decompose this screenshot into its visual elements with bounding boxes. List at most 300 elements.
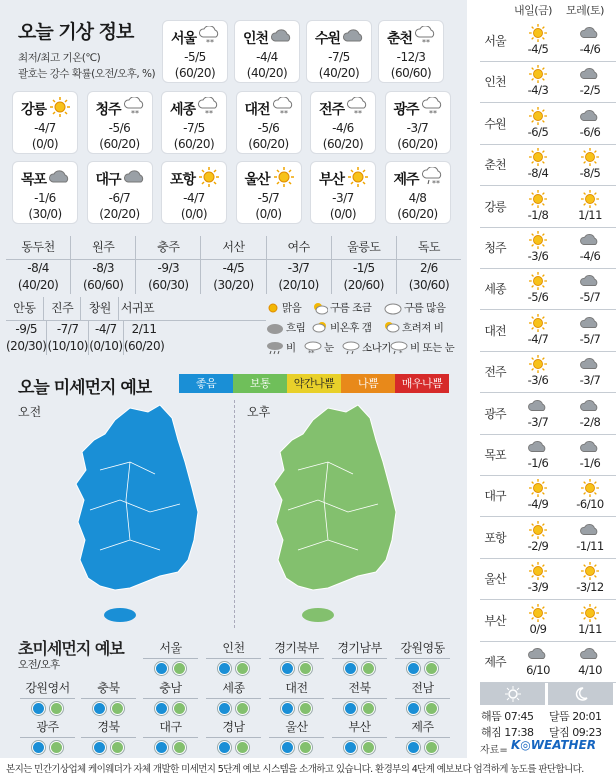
city-name: 수원 xyxy=(315,31,341,47)
city-card-0 xyxy=(162,20,228,83)
sun-icon xyxy=(527,479,549,497)
legend-clear: 맑음 xyxy=(266,300,301,315)
city-name: 광주 xyxy=(393,102,419,118)
day2-temp: -1/11 xyxy=(576,538,604,553)
legend-snow: ** 눈 xyxy=(304,340,334,355)
city-card-4 xyxy=(12,91,78,154)
city-temp: -4/6 xyxy=(332,121,354,135)
city-prob: (60/20) xyxy=(173,137,215,151)
legend-mostly: 구름 많음 xyxy=(384,300,445,315)
day2-temp: -2/5 xyxy=(579,83,601,98)
forecast-city: 제주 xyxy=(484,655,506,669)
sun-icon xyxy=(197,167,221,187)
forecast-city: 목포 xyxy=(484,448,506,462)
pm-dot xyxy=(236,662,249,675)
forecast-city: 부산 xyxy=(484,613,506,628)
cloud-icon xyxy=(579,355,601,373)
fine-dust-region xyxy=(395,681,450,715)
sunrise: 해뜸 07:45 xyxy=(481,710,534,723)
fine-dust-region xyxy=(143,681,198,715)
city-card-12 xyxy=(161,161,227,224)
city-card-13 xyxy=(236,161,302,224)
weather-legend xyxy=(262,300,462,362)
pm-dot xyxy=(425,662,438,675)
city-card-15 xyxy=(385,161,451,224)
small-city-temp: -4/7 xyxy=(95,322,117,336)
small-city-temp: 2/6 xyxy=(420,261,438,275)
forecast-city: 청주 xyxy=(484,241,506,255)
forecast-row xyxy=(480,311,616,352)
city-prob: (0/0) xyxy=(329,207,357,221)
city-name: 춘천 xyxy=(387,31,413,47)
small-city-prob: (20/60) xyxy=(343,278,384,292)
day2-temp: -4/6 xyxy=(579,42,601,56)
snow-cloud-icon xyxy=(421,97,445,117)
svg-text:**: ** xyxy=(308,348,314,355)
forecast-row xyxy=(480,518,616,559)
small-city-temp: -9/3 xyxy=(157,261,180,275)
city-prob: (60/60) xyxy=(390,66,432,80)
region-name: 전남 xyxy=(395,681,450,699)
snow-icon xyxy=(304,341,322,355)
city-temp: -3/7 xyxy=(406,121,429,135)
forecast-city: 전주 xyxy=(484,365,506,380)
fine-dust-region xyxy=(332,720,387,754)
cloud-icon xyxy=(527,397,549,415)
city-card-3 xyxy=(378,20,444,83)
snow-cloud-icon xyxy=(198,26,222,46)
fine-dust-title: 초미세먼지 예보 xyxy=(18,639,124,658)
day2-temp: -6/6 xyxy=(579,124,601,139)
sun-icon xyxy=(527,148,549,166)
am-dot xyxy=(218,702,231,715)
city-card-8 xyxy=(310,91,376,154)
day1-temp: -4/9 xyxy=(527,497,549,512)
legend-rain-or-snow: * 비 또는 눈 xyxy=(390,340,454,355)
fine-dust-sub: 오전/오후 xyxy=(18,659,60,671)
region-name: 충남 xyxy=(143,681,198,699)
forecast-row xyxy=(480,642,616,683)
small-city-temp: -4/5 xyxy=(222,261,245,275)
forecast-row xyxy=(480,435,616,476)
small-city-name: 독도 xyxy=(396,236,461,259)
am-dust-map xyxy=(60,400,210,635)
pm-dot xyxy=(362,662,375,675)
cloud-icon xyxy=(342,26,366,46)
fine-dust-region xyxy=(269,720,324,754)
dust-level-0: 좋음 xyxy=(179,374,233,393)
sleet-cloud-icon xyxy=(421,167,445,187)
brand-logo: K◎WEATHER xyxy=(511,738,597,752)
sun-icon xyxy=(266,301,280,315)
small-city-temp: -1/5 xyxy=(352,261,375,275)
cloud-icon xyxy=(579,397,601,415)
cloud-icon xyxy=(270,26,294,46)
city-temp: -5/6 xyxy=(108,121,131,135)
small-city-name: 원주 xyxy=(70,236,135,259)
fine-dust-region xyxy=(206,681,261,715)
city-temp: -4/7 xyxy=(34,121,56,135)
city-card-2 xyxy=(306,20,372,83)
forecast-row xyxy=(480,62,616,103)
city-temp: -4/7 xyxy=(183,191,205,205)
rain-icon xyxy=(266,341,284,355)
pm-dot xyxy=(299,702,312,715)
forecast-panel xyxy=(474,0,616,758)
day2-temp: -5/7 xyxy=(579,290,601,305)
fine-dust-region xyxy=(20,720,75,754)
city-name: 청주 xyxy=(95,102,121,118)
am-dot xyxy=(407,702,420,715)
city-temp: -5/7 xyxy=(257,191,280,205)
region-name: 세종 xyxy=(206,681,261,699)
cloud-icon xyxy=(579,24,601,42)
temp-note: 최저/최고 기온(℃) xyxy=(18,52,101,64)
cloud-icon xyxy=(579,272,601,290)
small-city-name: 여수 xyxy=(266,236,331,259)
sun-icon xyxy=(48,97,72,117)
forecast-row xyxy=(480,228,616,269)
svg-text:**: ** xyxy=(354,109,362,117)
city-prob: (40/20) xyxy=(318,66,360,80)
small-city-temp: 2/11 xyxy=(131,322,157,336)
rain-then-clear-icon xyxy=(312,321,328,335)
city-card-11 xyxy=(87,161,153,224)
snow-cloud-icon xyxy=(414,26,438,46)
small-city-name: 동두천 xyxy=(21,240,55,254)
pm-label: 오후 xyxy=(247,405,271,419)
pm-dot xyxy=(173,741,186,754)
city-prob: (60/20) xyxy=(248,137,289,151)
small-city-name: 울릉도 xyxy=(331,236,396,259)
day1-temp: -3/6 xyxy=(527,249,549,263)
small-city-temp: -9/5 xyxy=(15,322,38,336)
forecast-city: 춘천 xyxy=(484,158,506,173)
pm-dot xyxy=(111,702,124,715)
region-name: 경기북부 xyxy=(269,641,324,659)
pm-dot xyxy=(50,702,63,715)
cloud-icon xyxy=(48,167,72,187)
pm-dot xyxy=(425,741,438,754)
pm-dot xyxy=(236,741,249,754)
city-card-14 xyxy=(310,161,376,224)
city-name: 강릉 xyxy=(21,102,47,118)
legend-cloudy-rain: 흐려져 비 xyxy=(384,320,443,335)
cloud-icon xyxy=(579,231,601,249)
small-city-temp: -7/7 xyxy=(56,322,79,336)
city-card-9 xyxy=(385,91,451,154)
cloud-icon xyxy=(527,645,549,663)
am-dot xyxy=(155,702,168,715)
forecast-row xyxy=(480,269,616,310)
city-card-7 xyxy=(236,91,302,154)
pm-dot xyxy=(173,662,186,675)
day2-temp: -4/6 xyxy=(579,249,601,263)
svg-text:**: ** xyxy=(206,38,214,46)
region-name: 제주 xyxy=(395,720,450,738)
city-prob: (60/20) xyxy=(174,66,216,80)
city-prob: (0/0) xyxy=(180,207,208,221)
footer-note: 본지는 민간기상업체 케이웨더가 자체 개발한 미세먼지 5단계 예보 시스템을 소개하고 있습니다. 환경부의 4단계 예보보다 엄격하게 농도를 판단합니다. xyxy=(0,760,616,779)
forecast-city: 서울 xyxy=(484,34,506,48)
shower-icon xyxy=(342,341,360,355)
am-dot xyxy=(344,702,357,715)
city-prob: (60/20) xyxy=(397,207,438,221)
am-dot xyxy=(32,741,45,754)
day2-temp: 4/10 xyxy=(578,663,602,677)
pm-dot xyxy=(362,702,375,715)
cloud-icon xyxy=(579,314,601,332)
day2-temp: -1/6 xyxy=(579,456,601,470)
am-dot xyxy=(218,662,231,675)
small-city-name: 안동 xyxy=(13,301,36,315)
forecast-row xyxy=(480,104,616,145)
city-name: 세종 xyxy=(170,102,196,118)
city-card-5 xyxy=(87,91,153,154)
forecast-row xyxy=(480,21,616,62)
day2-temp: -3/7 xyxy=(579,373,601,388)
pm-dot xyxy=(111,741,124,754)
small-city-temp: -8/3 xyxy=(92,261,115,275)
city-card-10 xyxy=(12,161,78,224)
legend-overcast: 흐림 xyxy=(266,320,305,335)
day1-temp: -4/5 xyxy=(527,42,549,56)
city-temp: -4/4 xyxy=(256,50,278,64)
sun-icon xyxy=(527,190,549,208)
fine-dust-region xyxy=(143,641,198,675)
small-city-prob: (60/20) xyxy=(123,339,165,353)
small-city-temp: -3/7 xyxy=(287,261,310,275)
pm-dot xyxy=(299,741,312,754)
day2-temp: -2/8 xyxy=(579,414,601,429)
forecast-city: 광주 xyxy=(484,406,506,421)
dust-level-1: 보통 xyxy=(233,374,287,393)
day1-temp: 6/10 xyxy=(526,663,550,677)
dust-scale xyxy=(179,374,449,393)
fine-dust-region xyxy=(269,681,324,715)
fine-dust-region xyxy=(332,681,387,715)
small-city-prob: (30/20) xyxy=(213,278,254,292)
svg-text:**: ** xyxy=(428,109,437,117)
am-dot xyxy=(155,662,168,675)
sunset: 해짐 17:38 xyxy=(481,726,534,739)
region-name: 대구 xyxy=(143,720,198,738)
small-row xyxy=(6,297,266,355)
small-city-prob: (0/10) xyxy=(89,339,123,353)
snow-cloud-icon xyxy=(197,97,221,117)
cloud-icon xyxy=(579,521,601,539)
city-prob: (40/20) xyxy=(246,66,288,80)
sun-icon xyxy=(579,479,601,497)
city-temp: -5/5 xyxy=(184,50,206,64)
city-temp: -1/6 xyxy=(34,191,56,205)
region-name: 충북 xyxy=(81,681,136,699)
sun-outline-icon xyxy=(505,686,521,702)
fine-dust-region xyxy=(269,641,324,675)
city-prob: (60/20) xyxy=(397,137,438,151)
prob-note: 괄호는 강수 확률(오전/오후, %) xyxy=(18,68,156,80)
partly-cloudy-icon xyxy=(312,301,328,315)
sun-icon xyxy=(579,190,601,208)
city-temp: -7/5 xyxy=(328,50,350,64)
am-dot xyxy=(281,662,294,675)
day1-temp: -3/6 xyxy=(527,373,549,388)
sun-icon xyxy=(272,167,296,187)
city-name: 대구 xyxy=(95,172,121,188)
small-city-prob: (40/20) xyxy=(17,278,59,292)
fine-dust-region xyxy=(143,720,198,754)
sun-icon xyxy=(527,562,549,580)
sun-icon xyxy=(527,24,549,42)
day1-temp: -3/7 xyxy=(527,414,549,429)
pm-dot xyxy=(173,702,186,715)
sun-icon xyxy=(527,107,549,125)
pm-dot xyxy=(50,741,63,754)
day2-temp: -8/5 xyxy=(579,166,601,181)
fine-dust-region xyxy=(20,681,75,715)
svg-text:**: ** xyxy=(130,109,139,117)
fine-dust-region xyxy=(395,641,450,675)
am-dot xyxy=(32,702,45,715)
svg-text:**: ** xyxy=(422,38,430,46)
day1-temp: -1/8 xyxy=(527,207,549,222)
day1-temp: -3/9 xyxy=(527,580,549,595)
pm-dust-map xyxy=(258,400,408,635)
am-dot xyxy=(344,662,357,675)
city-name: 인천 xyxy=(243,31,269,47)
region-name: 부산 xyxy=(332,720,387,738)
day1-temp: -6/5 xyxy=(527,124,549,139)
region-name: 경기남부 xyxy=(332,641,387,659)
region-name: 서울 xyxy=(143,641,198,659)
day1-temp: 0/9 xyxy=(529,621,547,636)
small-city-prob: (60/30) xyxy=(148,278,189,292)
sun-icon xyxy=(579,604,601,622)
day2-temp: 1/11 xyxy=(578,207,602,222)
fine-dust-region xyxy=(206,641,261,675)
pm-dot xyxy=(236,702,249,715)
sun-icon xyxy=(527,604,549,622)
city-card-1 xyxy=(234,20,300,83)
forecast-city: 대전 xyxy=(484,323,506,338)
am-dot xyxy=(155,741,168,754)
legend-rain: 비 xyxy=(266,340,296,355)
small-city-temp: -8/4 xyxy=(27,261,49,275)
cloud-icon xyxy=(579,107,601,125)
city-prob: (20/20) xyxy=(99,207,140,221)
day2-temp: -5/7 xyxy=(579,331,601,346)
city-temp: 4/8 xyxy=(408,191,427,205)
day1-temp: -5/6 xyxy=(527,290,549,305)
day1-temp: -8/4 xyxy=(527,166,549,181)
forecast-city: 포항 xyxy=(484,530,506,545)
day1-temp: -1/6 xyxy=(527,456,549,470)
fine-dust-region xyxy=(81,720,136,754)
forecast-city: 인천 xyxy=(484,75,506,90)
moonrise: 달뜸 20:01 xyxy=(549,710,602,723)
am-dot xyxy=(281,702,294,715)
moonset: 달짐 09:23 xyxy=(549,726,602,739)
small-city-name: 서산 xyxy=(200,236,265,259)
day1-temp: -4/3 xyxy=(527,83,549,98)
region-name: 인천 xyxy=(206,641,261,659)
legend-rain-clear: 비온후 갬 xyxy=(312,320,371,335)
small-city-prob: (20/10) xyxy=(278,278,319,292)
forecast-row xyxy=(480,145,616,186)
city-temp: -7/5 xyxy=(183,121,205,135)
legend-shower: 소나기 xyxy=(342,340,391,355)
city-name: 울산 xyxy=(244,172,270,188)
am-label: 오전 xyxy=(18,405,42,419)
snow-cloud-icon xyxy=(272,97,296,117)
day2-temp: -6/10 xyxy=(576,497,604,512)
city-name: 부산 xyxy=(319,172,345,188)
small-city-name: 창원 xyxy=(80,297,118,320)
city-name: 제주 xyxy=(393,172,419,188)
region-name: 광주 xyxy=(20,720,75,738)
fine-dust-region xyxy=(395,720,450,754)
forecast-row xyxy=(480,394,616,435)
city-prob: (30/0) xyxy=(28,207,62,221)
small-city-prob: (30/60) xyxy=(408,278,450,292)
forecast-row xyxy=(480,601,616,642)
col-header-day2: 모레(토) xyxy=(566,4,604,17)
region-name: 전북 xyxy=(332,681,387,699)
small-city-name: 충주 xyxy=(135,236,200,259)
city-temp: -12/3 xyxy=(396,50,426,64)
forecast-row xyxy=(480,187,616,228)
city-prob: (0/0) xyxy=(31,137,59,151)
pm-dot xyxy=(362,741,375,754)
map-divider xyxy=(234,400,235,628)
dust-level-2: 약간나쁨 xyxy=(287,374,341,393)
sun-icon xyxy=(346,167,370,187)
forecast-row xyxy=(480,352,616,393)
forecast-city: 강릉 xyxy=(484,199,506,214)
am-dot xyxy=(218,741,231,754)
am-dot xyxy=(93,741,106,754)
am-dot xyxy=(93,702,106,715)
city-prob: (60/20) xyxy=(322,137,364,151)
sleet-icon xyxy=(390,341,408,355)
small-city-prob: (60/60) xyxy=(82,278,124,292)
fine-dust-region xyxy=(332,641,387,675)
forecast-city: 울산 xyxy=(484,572,506,587)
sun-icon xyxy=(527,314,549,332)
city-name: 전주 xyxy=(319,102,345,118)
fine-dust-region xyxy=(206,720,261,754)
day2-temp: -3/12 xyxy=(576,580,604,595)
city-name: 서울 xyxy=(171,31,197,47)
cloud-icon xyxy=(527,438,549,456)
city-temp: -3/7 xyxy=(332,191,354,205)
city-card-6 xyxy=(161,91,227,154)
region-name: 강원영동 xyxy=(395,641,450,659)
sun-icon xyxy=(527,355,549,373)
city-name: 목포 xyxy=(21,172,47,188)
forecast-city: 세종 xyxy=(484,282,506,297)
day1-temp: -2/9 xyxy=(527,538,549,553)
city-temp: -6/7 xyxy=(108,191,131,205)
day2-temp: 1/11 xyxy=(578,621,602,636)
cloudy-then-rain-icon xyxy=(384,321,400,335)
small-row xyxy=(6,236,461,294)
snow-cloud-icon xyxy=(346,97,370,117)
dust-title: 오늘 미세먼지 예보 xyxy=(18,378,152,398)
fine-dust-region xyxy=(81,681,136,715)
sun-icon xyxy=(527,65,549,83)
source-label: 자료= xyxy=(480,745,508,756)
